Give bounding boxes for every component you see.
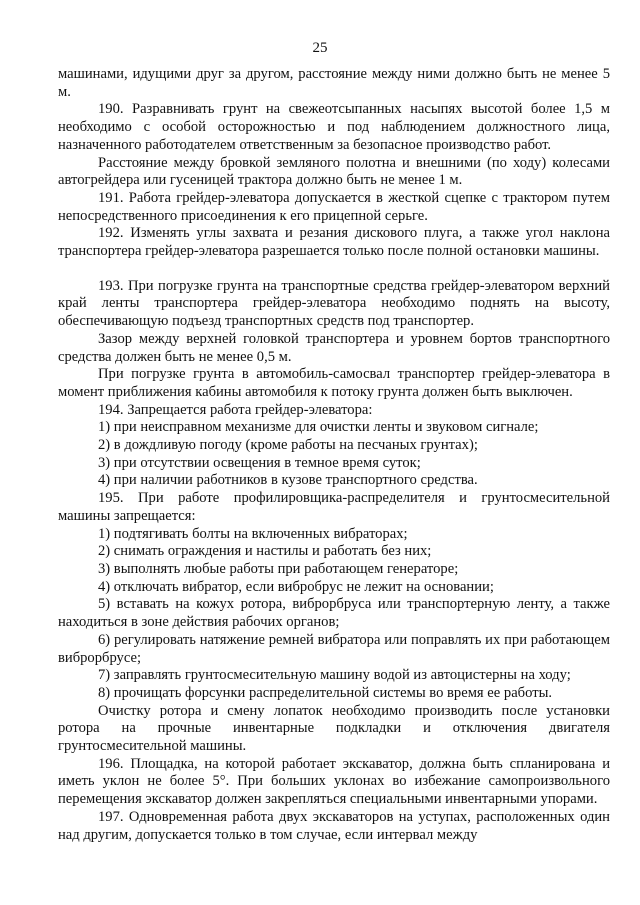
paragraph: 196. Площадка, на которой работает экскаватор, должна быть спланирована и иметь уклон не более 5°. При больших уклонах во избежание самопроизвольного перемещения экскаватор должен закрепляться специальными инвентарными упорами. — [58, 755, 610, 808]
list-item: 8) прочищать форсунки распределительной системы во время ее работы. — [98, 684, 553, 701]
paragraph: Расстояние между бровкой земляного полотна и внешними (по ходу) колесами автогрейдера или гусеницей трактора должно быть не менее 1 м. — [58, 154, 610, 189]
paragraph: 194. Запрещается работа грейдер-элеватора: — [98, 401, 373, 418]
list-item: 3) при отсутствии освещения в темное время суток; — [98, 454, 421, 471]
paragraph: Очистку ротора и смену лопаток необходимо производить после установки ротора на прочные инвентарные подкладки и отключения двигателя грунтосмесительной машины. — [58, 702, 610, 755]
list-item: 5) вставать на кожух ротора, виброрбруса или транспортерную ленту, а также находиться в зоне действия рабочих органов; — [58, 596, 610, 631]
paragraph: 197. Одновременная работа двух экскаваторов на уступах, расположенных один над другим, допускается только в том случае, если интервал между — [58, 808, 610, 843]
list-item: 2) в дождливую погоду (кроме работы на песчаных грунтах); — [98, 437, 478, 454]
paragraph: 192. Изменять углы захвата и резания дискового плуга, а также угол наклона транспортера грейдер-элеватора разрешается только после полной остановки машины. — [58, 225, 610, 260]
paragraph: 193. При погрузке грунта на транспортные средства грейдер-элеватором верхний край ленты транспортера грейдер-элеватора необходимо поднять на высоту, обеспечивающую подъезд транспортных средств под транспортер. — [58, 277, 610, 330]
list-item: 3) выполнять любые работы при работающем генераторе; — [98, 560, 459, 577]
list-item: 4) отключать вибратор, если вибробрус не лежит на основании; — [98, 578, 494, 595]
paragraph: 190. Разравнивать грунт на свежеотсыпанных насыпях высотой более 1,5 м необходимо с особой осторожностью и под наблюдением должностного лица, назначенного работодателем ответственным за безопасное производство работ. — [58, 101, 610, 153]
list-item: 4) при наличии работников в кузове транспортного средства. — [98, 472, 478, 489]
page-number: 25 — [312, 40, 328, 56]
paragraph: 195. При работе профилировщика-распределителя и грунтосмесительной машины запрещается: — [58, 490, 610, 524]
paragraph: машинами, идущими друг за другом, расстояние между ними должно быть не менее 5 м. — [58, 66, 610, 100]
document-body — [58, 66, 610, 844]
paragraph: 191. Работа грейдер-элеватора допускается в жесткой сцепке с трактором путем непосредственного присоединения к его прицепной серьге. — [58, 189, 610, 224]
paragraph: Зазор между верхней головкой транспортера и уровнем бортов транспортного средства должен быть не менее 0,5 м. — [58, 330, 610, 365]
list-item: 1) подтягивать болты на включенных вибраторах; — [98, 525, 408, 542]
list-item: 7) заправлять грунтосмесительную машину водой из автоцистерны на ходу; — [98, 667, 571, 684]
list-item: 1) при неисправном механизме для очистки ленты и звуковом сигнале; — [98, 419, 539, 436]
list-item: 2) снимать ограждения и настилы и работать без них; — [98, 543, 432, 560]
list-item: 6) регулировать натяжение ремней вибратора или поправлять их при работающем виброрбрусе; — [58, 631, 610, 666]
paragraph: При погрузке грунта в автомобиль-самосвал транспортер грейдер-элеватора в момент приближения кабины автомобиля к потоку грунта должен быть выключен. — [58, 366, 610, 400]
